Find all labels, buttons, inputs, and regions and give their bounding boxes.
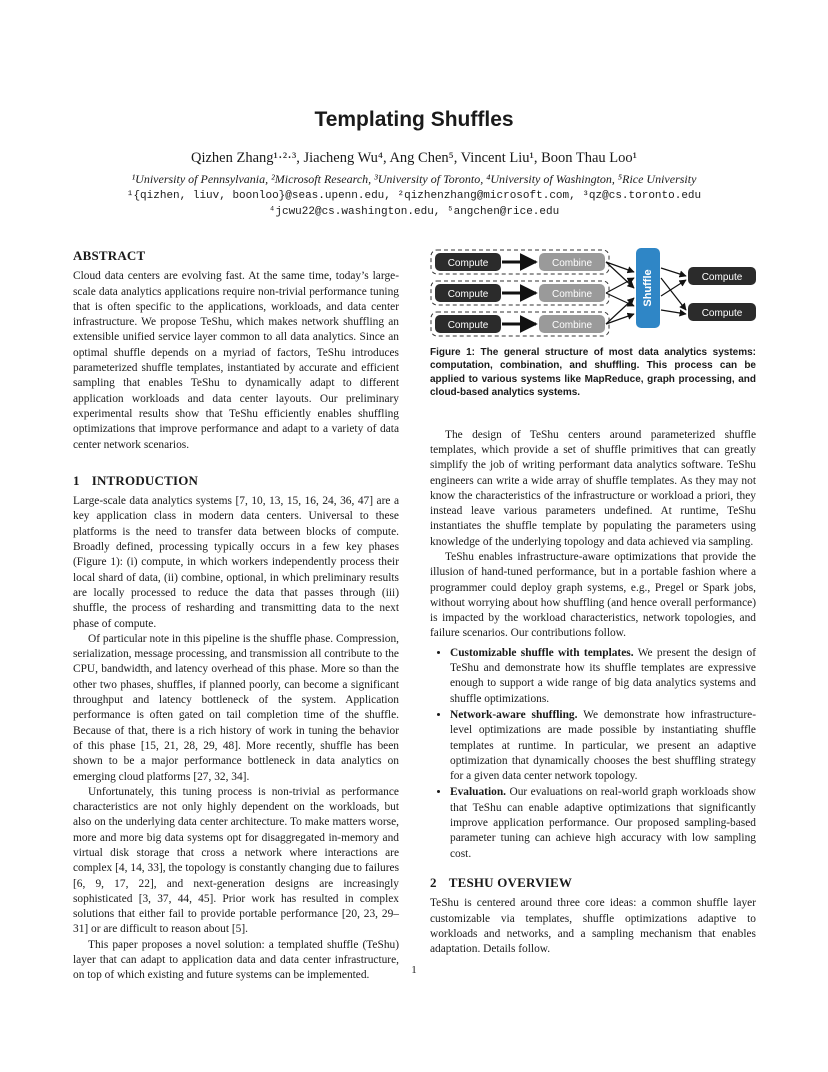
shuffle-bar [636, 248, 660, 328]
output-compute-node-2 [688, 303, 756, 321]
section-heading-introduction [73, 473, 399, 488]
intro-paragraph-4: This paper proposes a novel solution: a templated shuffle (TeShu) layer that can adapt to application data and data center infrastructure, on top of which existing and future systems can be implemented. [73, 938, 399, 982]
contributions-list [430, 646, 756, 862]
section-number: 2 [430, 874, 437, 890]
abstract-text: Cloud data centers are evolving fast. At the same time, today’s large-scale data analytics applications require non-trivial performance tuning that is often specific to the applications, workloads, and data center infrastructure. We propose TeShu, which makes network shuffling an extensible unified service layer common to all data analytics. Since an optimal shuffle depends on a myriad of factors, TeShu introduces parameterized shuffle templates, instantiated by accurate and efficient sampling that enables TeShu to dynamically adapt to different application workloads and data center layouts. Our preliminary experimental results show that TeShu efficiently enables shuffling optimizations that improve performance and adapt to a variety of data center network scenarios. [73, 270, 399, 451]
combine-node-3 [539, 315, 605, 333]
shuffle-label: Shuffle [641, 269, 654, 307]
author-emails-line1: ¹{qizhen, liuv, boonloo}@seas.upenn.edu, ²qizhenzhang@microsoft.com, ³qz@cs.toronto.edu [126, 190, 702, 202]
combine-node-2 [539, 284, 605, 302]
arrow-combine-to-shuffle [606, 262, 634, 288]
right-column [430, 248, 756, 957]
overview-paragraph-1: TeShu is centered around three core ideas: a common shuffle layer customizable via templates, shuffle optimizations adaptive to workloads and networks, and a sampling mechanism that enables adaptation. Details follow. [430, 897, 756, 956]
figure-1-caption: Figure 1: The general structure of most data analytics systems: computation, combination, and shuffling. This process can be applied to various systems like MapReduce, graph processing, and cloud-based analytics systems. [430, 347, 756, 399]
arrow-shuffle-to-compute [661, 310, 686, 314]
list-item [450, 708, 756, 784]
section-number: 1 [73, 472, 80, 488]
figure-1 [430, 248, 760, 338]
bullet-lead: Network-aware shuffling. [450, 708, 578, 721]
left-column [73, 248, 399, 984]
bullet-text: We demonstrate how infrastructure-level optimizations are made possible by instantiating shuffle templates at runtime. In particular, we present an adaptive optimization that dynamically chooses the best shuffling strategy for a given data center network topology. [450, 708, 756, 783]
intro-paragraph-2: Of particular note in this pipeline is the shuffle phase. Compression, serialization, message processing, and transmission all contribute to the CPU, bandwidth, and latency overhead of this phase. More so than the other two phases, shuffles, if planned poorly, can become a significant throughput and latency bottleneck of the system. Application performance is often gated on tail completion time of the shuffle. Because of that, there is a rich history of work in tuning the behavior of this phase [15, 21, 28, 29, 48]. More recently, shuffle has been shown to be a major performance bottleneck in data analytics on emerging cloud platforms [27, 32, 34]. [73, 632, 399, 783]
section-title: INTRODUCTION [91, 472, 199, 488]
arrow-combine-to-shuffle [606, 278, 634, 293]
combine-label: Combine [551, 289, 593, 300]
arrow-combine-to-shuffle [606, 298, 634, 324]
intro-paragraph-1: Large-scale data analytics systems [7, 10, 13, 15, 16, 24, 36, 47] are a key application class in modern data centers. Universal to these platforms is the need to transfer data between blocks of compute. Broadly defined, processing typically occurs in a few key phases (Figure 1): (i) compute, in which workers independently process their local shard of data, (ii) combine, optional, in which preliminary results are locally processed to reduce the data that passes through (iii) shuffle, the process of resharding and transmitting data to the next phase of compute. [73, 495, 399, 630]
arrow-combine-to-shuffle [606, 314, 634, 324]
compute-label: Compute [701, 308, 743, 319]
compute-label: Compute [447, 289, 489, 300]
arrow-combine-to-shuffle [606, 293, 634, 306]
list-item [450, 785, 756, 861]
bullet-text: Our evaluations on real-world graph workloads show that TeShu can enable adaptive optimizations that significantly improve application performance. Our proposed sampling-based parameter tuning can achieve high accuracy with low sampling cost. [450, 786, 756, 860]
compute-label: Compute [701, 272, 743, 283]
author-list: Qizhen Zhang¹·²·³, Jiacheng Wu⁴, Ang Chen⁵, Vincent Liu¹, Boon Thau Loo¹ [191, 150, 637, 166]
section-heading-overview [430, 875, 756, 890]
paper-title: Templating Shuffles [314, 108, 514, 131]
page-number: 1 [411, 964, 417, 976]
bullet-text: We present the design of TeShu and demonstrate how its shuffle templates are expressive enough to support a wide range of big data analytics systems and shuffle optimizations. [450, 646, 756, 705]
abstract-heading: ABSTRACT [73, 248, 146, 263]
bullet-lead: Customizable shuffle with templates. [450, 646, 634, 659]
right-paragraph-2: TeShu enables infrastructure-aware optimizations that provide the illusion of hand-tuned performance, but in a portable fashion where a programmer could deploy graph systems, e.g., Pregel or Spark jobs, without worrying about how shuffling (and hence overall performance) is impacted by the workload characteristics, network topologies, and failure scenarios. Our contributions follow. [430, 551, 756, 640]
compute-node-3 [435, 315, 501, 333]
affiliations: ¹University of Pennsylvania, ²Microsoft Research, ³University of Toronto, ⁴University of Washington, ⁵Rice University [131, 172, 697, 186]
compute-node-2 [435, 284, 501, 302]
compute-node-1 [435, 253, 501, 271]
right-paragraph-1: The design of TeShu centers around parameterized shuffle templates, which provide a set of shuffle primitives that can greatly simplify the job of writing performant data analytics software. TeShu engineers can write a wide array of shuffle templates. As they may not know the characteristics of the infrastructure or workload a priori, they instead leave various parameters undefined. At runtime, TeShu instantiates the shuffle template by populating the parameters using knowledge of the underlying topology and data achieved via sampling. [430, 428, 756, 548]
arrow-shuffle-to-compute [661, 268, 686, 276]
combine-label: Combine [551, 320, 593, 331]
author-emails-line2: ⁴jcwu22@cs.washington.edu, ⁵angchen@rice.edu [268, 206, 560, 218]
combine-label: Combine [551, 258, 593, 269]
output-compute-node-1 [688, 267, 756, 285]
bullet-lead: Evaluation. [450, 786, 507, 799]
compute-label: Compute [447, 258, 489, 269]
combine-node-1 [539, 253, 605, 271]
figure-1-diagram [430, 248, 760, 338]
compute-label: Compute [447, 320, 489, 331]
list-item [450, 646, 756, 707]
section-title: TESHU OVERVIEW [448, 874, 573, 890]
arrow-combine-to-shuffle [606, 262, 634, 272]
intro-paragraph-3: Unfortunately, this tuning process is non-trivial as performance characteristics are not only highly dependent on the workloads, but also on the underlying data center architecture. To make matters worse, more and more big data systems opt for disaggregated in-memory and virtual disk storage that cross a network where interactions are complex [4, 14, 33], the topology is constantly changing due to failures [6, 9, 17, 22], and next-generation designs are increasingly sophisticated [3, 37, 44, 45]. Prior work has resulted in complex solutions that either fail to provide portable performance [20, 23, 29–31] or are difficult to reason about [5]. [73, 785, 399, 936]
